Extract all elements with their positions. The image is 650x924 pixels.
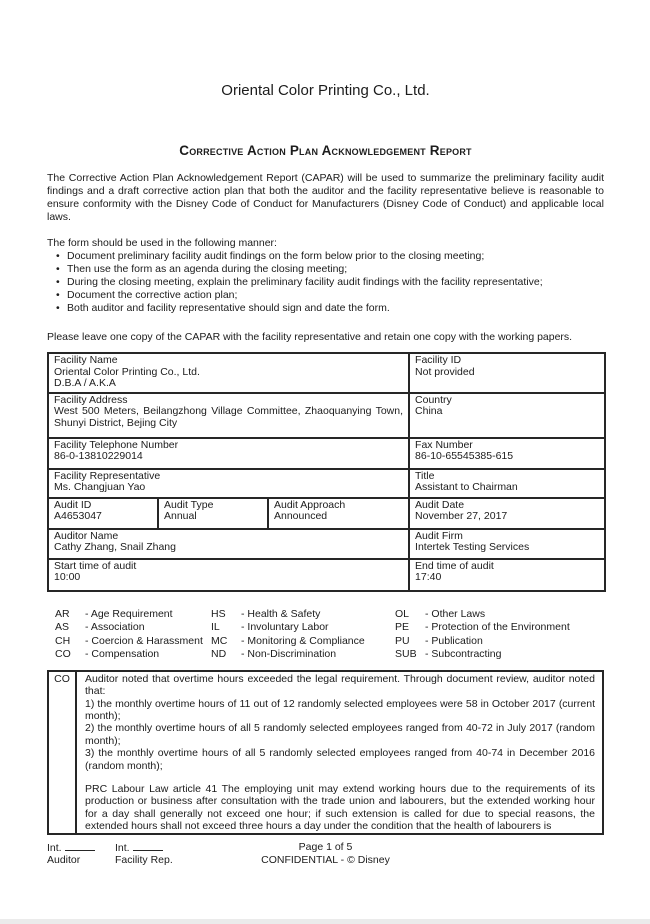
legend-entry xyxy=(395,648,604,662)
legend-entry xyxy=(395,635,604,649)
legend-entry xyxy=(55,621,211,635)
field-value: November 27, 2017 xyxy=(415,510,508,523)
list-item-text: Document preliminary facility audit findings on the form below prior to the closing meeting; xyxy=(67,250,485,262)
legend-label: - Non-Discrimination xyxy=(241,648,337,661)
field-value: 86-10-65545385-615 xyxy=(415,450,514,463)
field-value: 17:40 xyxy=(415,571,442,584)
intro-paragraph: The Corrective Action Plan Acknowledgement Report (CAPAR) will be used to summarize the preliminary facility audit findings and a draft corrective action plan that both the auditor and the facility representative believe is reasonable to ensure conformity with the Disney Code of Conduct for Manufacturers (Disney Code of Conduct) and applicable local laws. xyxy=(47,172,604,223)
cell-audit-approach xyxy=(268,498,409,529)
legend-abbr: CH xyxy=(55,634,71,647)
cell-audit-id xyxy=(48,498,158,529)
field-value: Announced xyxy=(274,510,328,523)
cell-audit-date xyxy=(409,498,605,529)
legend-abbr: OL xyxy=(395,607,410,620)
bullet-icon: • xyxy=(56,263,60,275)
field-label: Audit ID xyxy=(54,499,92,511)
cell-telephone xyxy=(48,438,409,469)
field-value: Ms. Changjuan Yao xyxy=(54,481,146,494)
field-value: Annual xyxy=(164,510,197,523)
bullet-icon: • xyxy=(56,289,60,301)
finding-intro: Auditor noted that overtime hours exceeded the legal requirement. Through document review, auditor noted that: xyxy=(85,672,595,698)
legend-abbr: ND xyxy=(211,648,227,661)
table-row xyxy=(48,671,603,834)
field-value: Intertek Testing Services xyxy=(415,541,530,554)
cell-fax xyxy=(409,438,605,469)
legend-entry xyxy=(55,635,211,649)
table-row xyxy=(48,529,605,559)
field-label: Audit Firm xyxy=(415,530,463,542)
list-item-text: Then use the form as an agenda during the closing meeting; xyxy=(67,263,348,275)
list-item-text: Document the corrective action plan; xyxy=(67,289,238,301)
finding-body xyxy=(76,671,603,834)
abbreviation-legend xyxy=(47,608,604,662)
table-row xyxy=(48,559,605,591)
footer-line-1 xyxy=(47,841,604,854)
bullet-icon: • xyxy=(56,276,60,288)
report-title: Corrective Action Plan Acknowledgement Report xyxy=(179,143,472,158)
confidential-notice: CONFIDENTIAL - © Disney xyxy=(261,853,390,866)
legend-abbr: MC xyxy=(211,634,228,647)
legend-abbr: AR xyxy=(55,607,70,620)
legend-entry xyxy=(211,648,395,662)
finding-code: CO xyxy=(48,671,76,834)
finding-law-citation: PRC Labour Law article 41 The employing unit may extend working hours due to the requirements of its production or business after consultation with the trade union and labourers, but the extended working hour for a day shall generally not exceed one hour; if such extension is called for due to special reasons, the extended hours shall not exceed three hours a day under the condition that the health of labourers is xyxy=(85,783,595,833)
legend-abbr: PE xyxy=(395,621,410,634)
field-label: Title xyxy=(415,470,435,482)
cell-representative xyxy=(48,469,409,498)
field-label: Auditor Name xyxy=(54,530,119,542)
legend-label: - Association xyxy=(85,621,145,634)
legend-label: - Coercion & Harassment xyxy=(85,634,203,647)
auditor-label: Auditor xyxy=(47,853,81,866)
finding-item: 3) the monthly overtime hours of all 5 randomly selected employees ranged from 40-74 in December 2016 (random month); xyxy=(85,747,595,772)
int-label: Int. xyxy=(47,841,62,854)
legend-label: - Health & Safety xyxy=(241,607,321,620)
legend-abbr: CO xyxy=(55,648,71,661)
table-row xyxy=(48,353,605,393)
legend-label: - Compensation xyxy=(85,648,160,661)
legend-label: - Age Requirement xyxy=(85,607,173,620)
int-label: Int. xyxy=(115,841,130,854)
company-name: Oriental Color Printing Co., Ltd. xyxy=(221,82,430,99)
legend-entry xyxy=(211,621,395,635)
page-content xyxy=(47,0,604,867)
legend-entry xyxy=(55,608,211,622)
usage-bullet-list xyxy=(47,250,604,315)
cell-title xyxy=(409,469,605,498)
facility-rep-label: Facility Rep. xyxy=(115,853,173,866)
bullet-icon: • xyxy=(56,302,60,314)
legend-entry xyxy=(211,635,395,649)
legend-label: - Other Laws xyxy=(425,607,486,620)
finding-table xyxy=(47,670,604,835)
footer-line-2 xyxy=(47,854,604,867)
field-value: Cathy Zhang, Snail Zhang xyxy=(54,541,176,554)
legend-label: - Publication xyxy=(425,634,483,647)
field-label: Audit Approach xyxy=(274,499,346,511)
field-label: Facility Address xyxy=(54,394,128,406)
field-value: China xyxy=(415,405,443,418)
cell-audit-firm xyxy=(409,529,605,559)
cell-country xyxy=(409,393,605,438)
cell-facility-name xyxy=(48,353,409,393)
field-label: Fax Number xyxy=(415,439,473,451)
legend-abbr: IL xyxy=(211,621,220,634)
finding-item: 2) the monthly overtime hours of all 5 randomly selected employees ranged from 40-72 in July 2017 (random month); xyxy=(85,722,595,747)
field-label: Audit Type xyxy=(164,499,214,511)
legend-entry xyxy=(211,608,395,622)
field-value: Not provided xyxy=(415,365,475,378)
legend-entry xyxy=(55,648,211,662)
field-value: D.B.A / A.K.A xyxy=(54,377,116,390)
field-label: Facility Name xyxy=(54,355,118,366)
list-item xyxy=(47,250,604,263)
cell-audit-type xyxy=(158,498,268,529)
cell-start-time xyxy=(48,559,409,591)
legend-label: - Involuntary Labor xyxy=(241,621,329,634)
cell-end-time xyxy=(409,559,605,591)
cell-facility-address xyxy=(48,393,409,438)
field-value: 10:00 xyxy=(54,571,81,584)
finding-item: 1) the monthly overtime hours of 11 out of 12 randomly selected employees were 58 in October 2017 (current month); xyxy=(85,697,595,722)
legend-label: - Subcontracting xyxy=(425,648,502,661)
field-value: 86-0-13810229014 xyxy=(54,450,143,463)
field-value: Oriental Color Printing Co., Ltd. xyxy=(54,365,200,378)
list-item-text: During the closing meeting, explain the preliminary facility audit findings with the facility representative; xyxy=(67,276,543,288)
field-value: West 500 Meters, Beilangzhong Village Committee, Zhaoquanying Town, Shunyi District, Bejing City xyxy=(54,405,404,429)
field-label: Facility Representative xyxy=(54,470,161,482)
page-number: Page 1 of 5 xyxy=(298,840,353,853)
legend-abbr: SUB xyxy=(395,648,417,661)
field-label: Facility ID xyxy=(415,355,462,366)
list-item xyxy=(47,276,604,289)
field-label: Audit Date xyxy=(415,499,465,511)
field-label: Start time of audit xyxy=(54,560,137,572)
cell-auditor-name xyxy=(48,529,409,559)
legend-abbr: AS xyxy=(55,621,70,634)
legend-entry xyxy=(395,621,604,635)
list-item xyxy=(47,263,604,276)
table-row xyxy=(48,393,605,438)
page-footer xyxy=(47,841,604,867)
field-label: Country xyxy=(415,394,452,406)
table-row xyxy=(48,498,605,529)
table-row xyxy=(48,438,605,469)
field-label: End time of audit xyxy=(415,560,494,572)
legend-label: - Monitoring & Compliance xyxy=(241,634,365,647)
legend-abbr: HS xyxy=(211,607,226,620)
legend-abbr: PU xyxy=(395,634,410,647)
usage-heading: The form should be used in the following manner: xyxy=(47,237,277,249)
copy-note: Please leave one copy of the CAPAR with the facility representative and retain one copy with the working papers. xyxy=(47,331,573,343)
legend-entry xyxy=(395,608,604,622)
cell-facility-id xyxy=(409,353,605,393)
legend-label: - Protection of the Environment xyxy=(425,621,570,634)
field-value: Assistant to Chairman xyxy=(415,481,518,494)
facility-info-table xyxy=(47,352,606,592)
field-value: A4653047 xyxy=(54,510,102,523)
field-label: Facility Telephone Number xyxy=(54,439,179,451)
list-item xyxy=(47,289,604,302)
list-item xyxy=(47,302,604,315)
table-row xyxy=(48,469,605,498)
list-item-text: Both auditor and facility representative should sign and date the form. xyxy=(67,302,390,314)
bullet-icon: • xyxy=(56,250,60,262)
scan-edge-strip xyxy=(0,919,650,924)
